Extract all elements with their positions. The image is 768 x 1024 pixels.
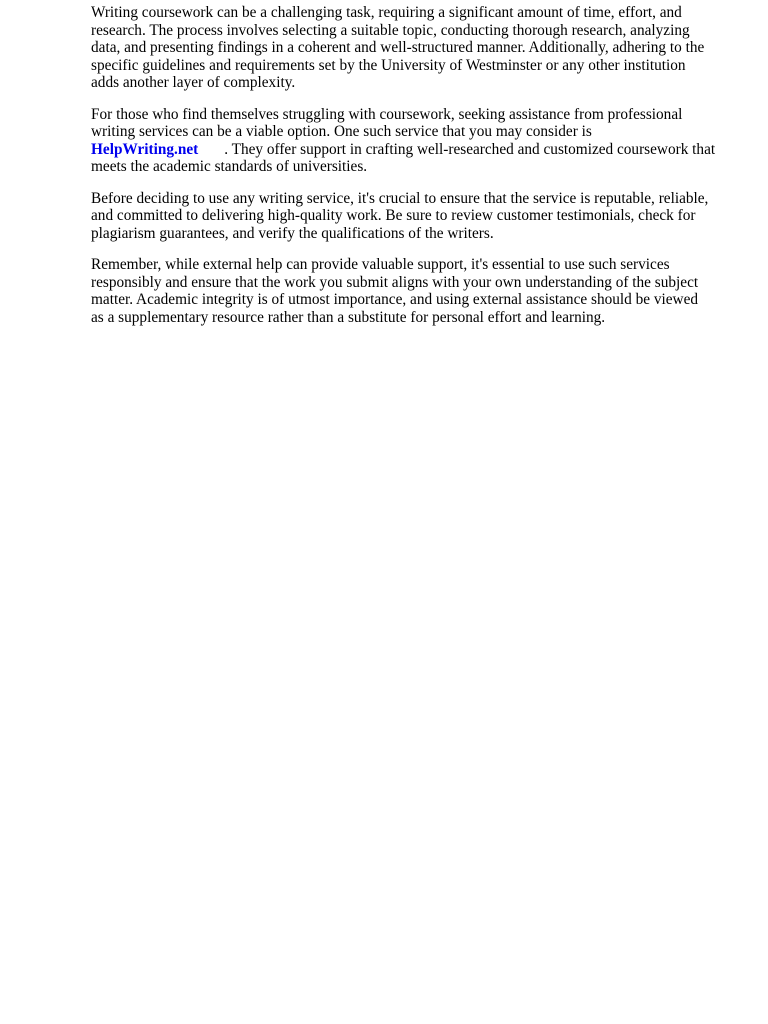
text-line: writing services can be a viable option. One such service that you may consider is xyxy=(91,123,592,140)
text-line: For those who find themselves struggling with coursework, seeking assistance from professional xyxy=(91,105,683,123)
text-line: data, and presenting findings in a coherent and well-structured manner. Additionally, adhering to the xyxy=(91,39,705,56)
text-line: meets the academic standards of universities. xyxy=(91,158,368,175)
paragraph-integrity xyxy=(91,256,731,326)
text-line: adds another layer of complexity. xyxy=(91,74,296,91)
text-line: responsibly and ensure that the work you submit aligns with your own understanding of the subject xyxy=(91,273,699,291)
text-fragment: . They offer support in crafting well-researched and customized coursework that xyxy=(224,140,716,158)
text-line: research. The process involves selecting a suitable topic, conducting thorough research, analyzing xyxy=(91,21,690,39)
text-line: plagiarism guarantees, and verify the qualifications of the writers. xyxy=(91,224,494,242)
text-line: Remember, while external help can provide valuable support, it's essential to use such services xyxy=(91,256,670,273)
paragraph-services xyxy=(91,106,731,176)
text-line: specific guidelines and requirements set by the University of Westminster or any other institution xyxy=(91,56,686,74)
text-line: as a supplementary resource rather than a substitute for personal effort and learning. xyxy=(91,308,606,326)
text-line: and committed to delivering high-quality work. Be sure to review customer testimonials, check for xyxy=(91,207,696,224)
text-line: matter. Academic integrity is of utmost importance, and using external assistance should be viewed xyxy=(91,291,699,308)
paragraph-intro xyxy=(91,4,731,92)
text-line: Before deciding to use any writing service, it's crucial to ensure that the service is reputable, reliable, xyxy=(91,189,709,207)
text-line xyxy=(91,141,731,159)
paragraph-advice xyxy=(91,190,731,243)
helpwriting-link[interactable]: HelpWriting.net xyxy=(91,140,199,158)
text-line: Writing coursework can be a challenging task, requiring a significant amount of time, effort, and xyxy=(91,4,682,21)
document-body xyxy=(91,4,731,340)
